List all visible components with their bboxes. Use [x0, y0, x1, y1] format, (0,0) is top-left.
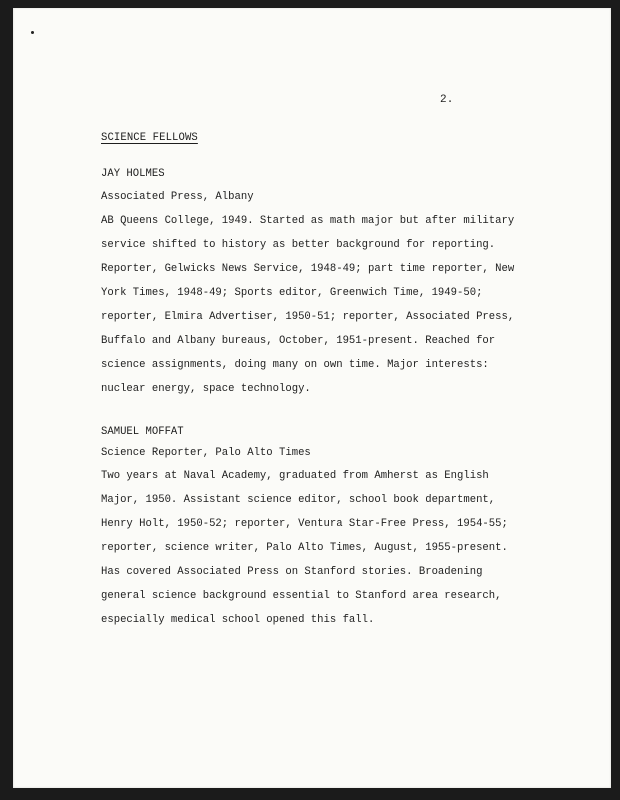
fellow-affiliation: Associated Press, Albany — [101, 191, 254, 203]
bio-line: Henry Holt, 1950-52; reporter, Ventura Star-Free Press, 1954-55; — [101, 518, 508, 530]
bio-line: science assignments, doing many on own time. Major interests: — [101, 359, 489, 371]
bio-line: Has covered Associated Press on Stanford stories. Broadening — [101, 566, 483, 578]
fellow-affiliation: Science Reporter, Palo Alto Times — [101, 447, 311, 459]
fellow-name: SAMUEL MOFFAT — [101, 426, 184, 438]
bio-line: general science background essential to Stanford area research, — [101, 590, 502, 602]
bio-line: Reporter, Gelwicks News Service, 1948-49; part time reporter, New — [101, 263, 515, 275]
section-heading: SCIENCE FELLOWS — [101, 132, 198, 144]
bio-line: especially medical school opened this fall. — [101, 614, 375, 626]
bio-line: Major, 1950. Assistant science editor, school book department, — [101, 494, 496, 506]
bio-line: AB Queens College, 1949. Started as math major but after military — [101, 215, 515, 227]
paper-page — [13, 8, 611, 788]
bio-line: York Times, 1948-49; Sports editor, Greenwich Time, 1949-50; — [101, 287, 483, 299]
fellow-name: JAY HOLMES — [101, 168, 165, 180]
page-number: 2. — [440, 94, 454, 106]
bio-line: service shifted to history as better background for reporting. — [101, 239, 496, 251]
bio-line: Two years at Naval Academy, graduated from Amherst as English — [101, 470, 489, 482]
stray-mark — [31, 31, 34, 34]
bio-line: Buffalo and Albany bureaus, October, 1951-present. Reached for — [101, 335, 496, 347]
bio-line: reporter, science writer, Palo Alto Times, August, 1955-present. — [101, 542, 508, 554]
bio-line: nuclear energy, space technology. — [101, 383, 311, 395]
bio-line: reporter, Elmira Advertiser, 1950-51; reporter, Associated Press, — [101, 311, 515, 323]
